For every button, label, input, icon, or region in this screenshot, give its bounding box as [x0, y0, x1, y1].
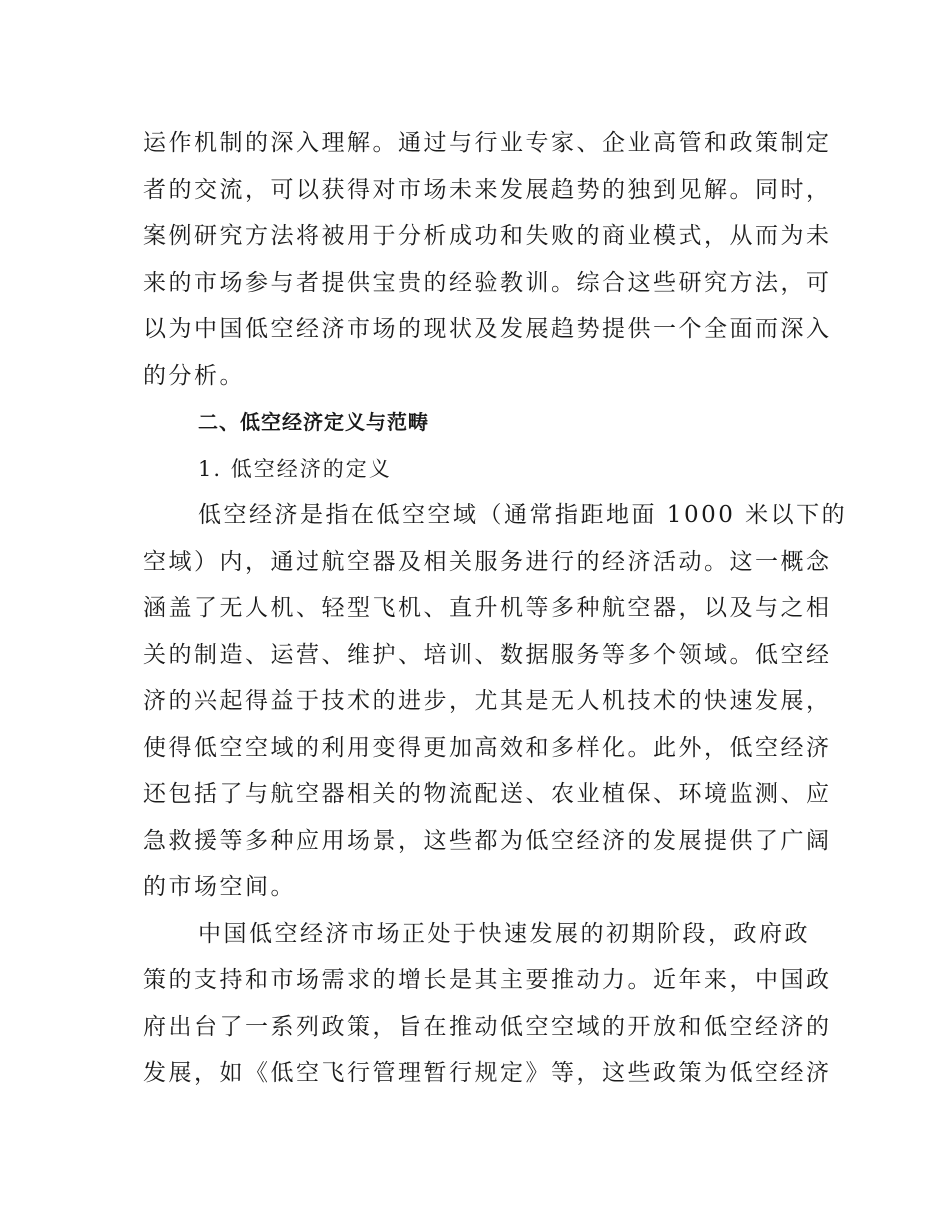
text-line: 以为中国低空经济市场的现状及发展趋势提供一个全面而深入: [143, 316, 832, 342]
text-line: 济的兴起得益于技术的进步，尤其是无人机技术的快速发展，: [143, 688, 832, 714]
text-line: 的市场空间。: [143, 874, 296, 900]
subsection-heading: 1. 低空经济的定义: [198, 456, 392, 481]
text-line: 策的支持和市场需求的增长是其主要推动力。近年来，中国政: [143, 967, 832, 993]
text-line: 发展，如《低空飞行管理暂行规定》等，这些政策为低空经济: [143, 1060, 832, 1086]
text-line: 关的制造、运营、维护、培训、数据服务等多个领域。低空经: [143, 641, 832, 668]
text-line: 府出台了一系列政策，旨在推动低空空域的开放和低空经济的: [143, 1013, 832, 1040]
text-line: 者的交流，可以获得对市场未来发展趋势的独到见解。同时，: [143, 176, 832, 203]
text-line: 中国低空经济市场正处于快速发展的初期阶段，政府政: [198, 920, 810, 947]
text-line: 急救援等多种应用场景，这些都为低空经济的发展提供了广阔: [143, 827, 832, 854]
text-line: 空域）内，通过航空器及相关服务进行的经济活动。这一概念: [143, 548, 832, 575]
paragraph-definition: [143, 492, 848, 911]
text-line: 还包括了与航空器相关的物流配送、农业植保、环境监测、应: [143, 781, 832, 807]
document-body: [143, 120, 848, 1097]
paragraph-market: [143, 911, 832, 1097]
text-line: 运作机制的深入理解。通过与行业专家、企业高管和政策制定: [143, 130, 832, 156]
text-line: 的分析。: [143, 362, 245, 389]
paragraph-intro-end: [143, 120, 832, 399]
text-line: 案例研究方法将被用于分析成功和失败的商业模式，从而为未: [143, 223, 832, 249]
text-line: 涵盖了无人机、轻型飞机、直升机等多种航空器，以及与之相: [143, 595, 832, 621]
text-line: 使得低空空域的利用变得更加高效和多样化。此外，低空经济: [143, 734, 832, 761]
text-line: 来的市场参与者提供宝贵的经验教训。综合这些研究方法，可: [143, 269, 832, 296]
section-heading: 二、低空经济定义与范畴: [198, 410, 429, 434]
text-line: 低空经济是指在低空空域（通常指距地面 1000 米以下的: [198, 502, 848, 528]
